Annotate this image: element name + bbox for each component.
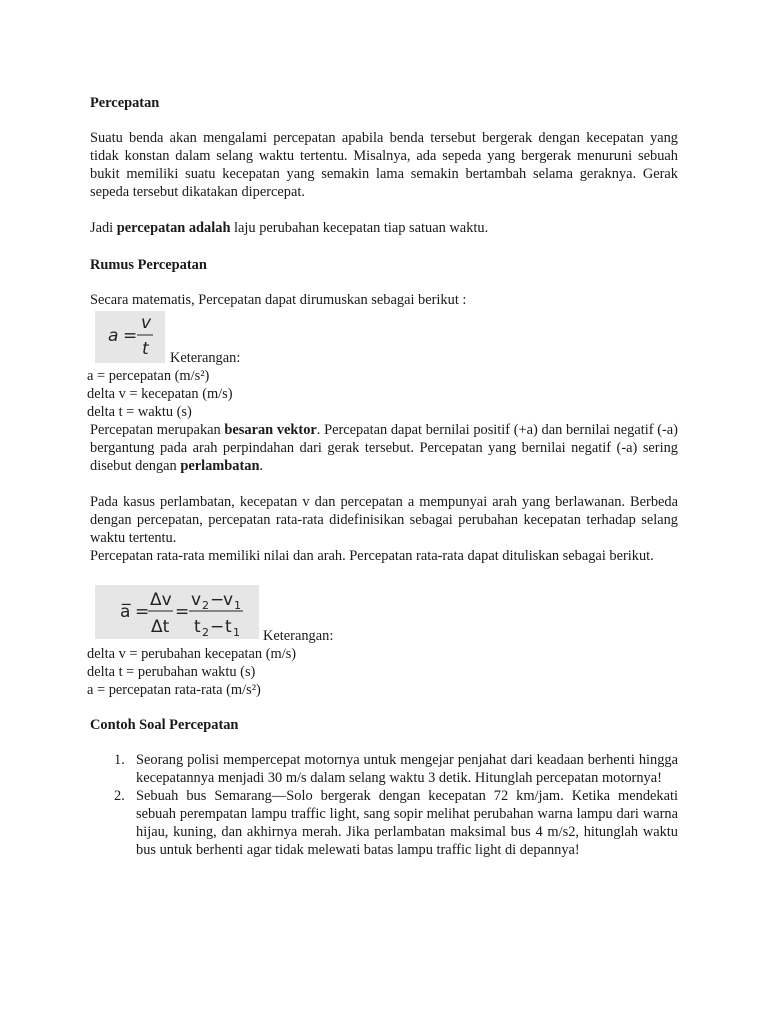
formula2-v2-sub: 2 <box>202 599 209 612</box>
formula2-v2: v <box>191 590 202 610</box>
formula2-minus1: − <box>210 590 225 610</box>
contoh-list <box>90 751 678 859</box>
formula1-lhs: a <box>108 326 119 346</box>
intro-paragraph: Suatu benda akan mengalami percepatan apabila benda tersebut bergerak dengan kecepatan yang tidak konstan dalam selang waktu tertentu. Misalnya, ada sepeda yang bergerak menuruni sebuah bukit memiliki suatu kecepatan yang semakin lama semakin bertambah selama geraknya. Gerak sepeda tersebut dikatakan dipercepat. <box>90 130 678 200</box>
formula2-t2-sub: 2 <box>202 626 209 639</box>
keterangan2-line: a = percepatan rata-rata (m/s²) <box>87 682 261 698</box>
perlambatan-paragraph: Pada kasus perlambatan, kecepatan v dan percepatan a mempunyai arah yang berlawanan. Berbeda dengan percepatan, percepatan rata-rata didefinisikan sebagai perubahan kecepatan terhadap selang waktu tertentu. <box>90 494 678 546</box>
keterangan1-label: Keterangan: <box>170 350 241 366</box>
formula2-eq1: = <box>135 602 150 622</box>
list-item-text: Seorang polisi mempercepat motornya untuk mengejar penjahat dari keadaan berhenti hingga kecepatannya menjadi 30 m/s dalam selang waktu 3 detik. Hitunglah percepatan motornya! <box>136 752 678 786</box>
formula1-denominator: t <box>142 339 149 359</box>
list-item-number: 1. <box>114 752 125 768</box>
formula-percepatan-rata-rata <box>95 585 259 639</box>
definition-bold: percepatan adalah <box>116 220 231 236</box>
keterangan2-label: Keterangan: <box>263 628 334 644</box>
formula2-lhs: a <box>120 602 131 622</box>
formula2-bar: _ <box>122 586 131 606</box>
list-item <box>90 751 678 787</box>
formula2-v1: v <box>223 590 234 610</box>
page-title: Percepatan <box>90 95 160 111</box>
formula2-t2: t <box>194 617 201 637</box>
formula2-t1-sub: 1 <box>233 626 240 639</box>
vektor-bold-1: besaran vektor <box>224 422 317 438</box>
list-item-number: 2. <box>114 788 125 804</box>
keterangan2-list <box>87 645 678 699</box>
rumus-intro: Secara matematis, Percepatan dapat dirumuskan sebagai berikut : <box>90 292 467 308</box>
keterangan1-line: delta v = kecepatan (m/s) <box>87 386 233 402</box>
keterangan2-line: delta v = perubahan kecepatan (m/s) <box>87 646 297 662</box>
vektor-paragraph: Percepatan merupakan besaran vektor. Percepatan dapat bernilai positif (+a) dan bernilai negatif (-a) bergantung pada arah perpindahan dari gerak tersebut. Percepatan yang bernilai negatif (-a) sering disebut dengan perlambatan. <box>90 422 678 474</box>
formula-percepatan <box>95 311 165 363</box>
rumus-heading: Rumus Percepatan <box>90 257 207 273</box>
formula2-eq2: = <box>175 602 190 622</box>
vektor-bold-2: perlambatan <box>180 458 260 474</box>
list-item <box>90 787 678 859</box>
list-item-text: Sebuah bus Semarang—Solo bergerak dengan kecepatan 72 km/jam. Ketika mendekati sebuah perempatan lampu traffic light, sang sopir melihat perubahan warna lampu dari warna hijau, kuning, dan akhirnya merah. Jika perlambatan maksimal bus 4 m/s2, hitunglah waktu bus untuk berhenti agar tidak melewati batas lampu traffic light di depannya! <box>136 788 678 858</box>
formula1-numerator: v <box>141 313 152 333</box>
formula2-t1: t <box>225 617 232 637</box>
formula2-num1: Δv <box>150 590 172 610</box>
formula1-eq: = <box>123 326 138 346</box>
keterangan2-line: delta t = perubahan waktu (s) <box>87 664 256 680</box>
keterangan1-line: a = percepatan (m/s²) <box>87 368 210 384</box>
keterangan1-line: delta t = waktu (s) <box>87 404 192 420</box>
keterangan1-list <box>87 367 678 421</box>
contoh-heading: Contoh Soal Percepatan <box>90 717 239 733</box>
formula2-minus2: − <box>210 617 225 637</box>
definition-paragraph: Jadi percepatan adalah laju perubahan kecepatan tiap satuan waktu. <box>90 220 489 236</box>
rata-rata-paragraph: Percepatan rata-rata memiliki nilai dan arah. Percepatan rata-rata dapat dituliskan sebagai berikut. <box>90 548 654 564</box>
formula2-v1-sub: 1 <box>234 599 241 612</box>
formula2-den1: Δt <box>151 617 170 637</box>
